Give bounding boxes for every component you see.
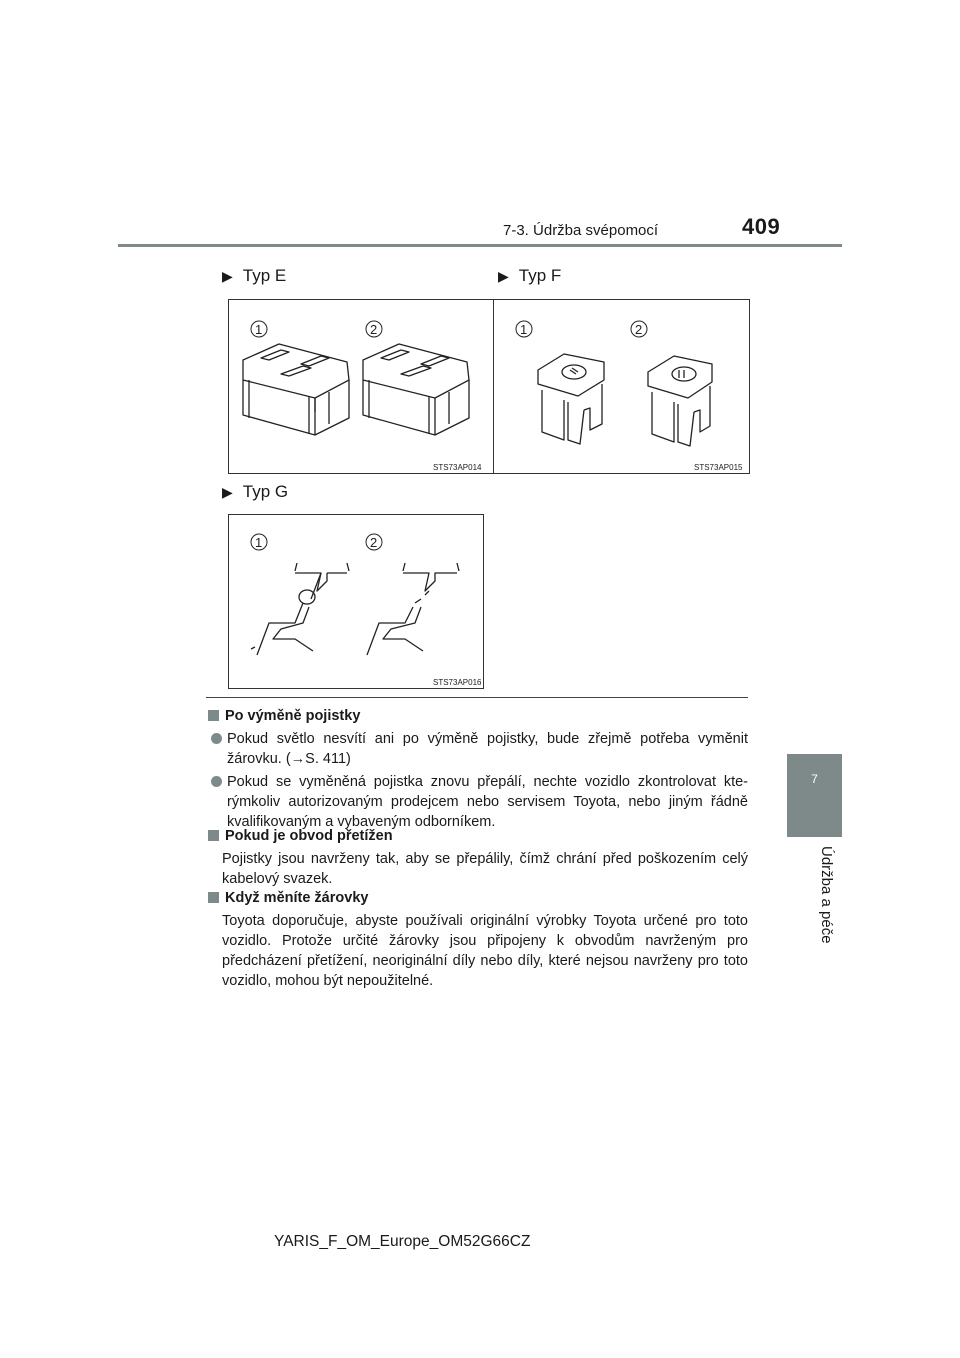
content-divider	[206, 697, 748, 698]
section-heading: Po výměně pojistky	[225, 708, 361, 724]
square-icon	[208, 710, 219, 721]
header-rule	[118, 244, 842, 247]
svg-text:STS73AP014: STS73AP014	[433, 463, 482, 472]
figure-type-g	[228, 514, 484, 689]
figure-label-type-f: ▶ Typ F	[498, 266, 562, 285]
svg-text:1: 1	[520, 322, 528, 337]
section-paragraph: Pojistky jsou navrženy tak, aby se přepálily, čímž chrání před poškozením celý kabelový svazek.	[222, 851, 748, 887]
square-icon	[208, 892, 219, 903]
figure-type-e	[228, 299, 494, 474]
svg-text:1: 1	[255, 535, 263, 550]
section-circuit-overload	[208, 826, 748, 889]
page-number: 409	[742, 214, 781, 239]
section-heading: Pokud je obvod přetížen	[225, 828, 393, 844]
svg-text:2: 2	[370, 535, 378, 550]
svg-text:STS73AP016: STS73AP016	[433, 678, 482, 687]
bullet-text: Pokud světlo nesvítí ani po výměně pojistky, bude zřejmě potřeba vyměnit žárovku. (→S. 411)	[227, 731, 748, 767]
section-paragraph: Toyota doporučuje, abyste používali originální výrobky Toyota určené pro toto vozidlo. Protože určité žárovky jsou připojeny k obvodům navrženým pro předcházení přetížení, neoriginální díly nebo díly, které nejsou navrženy pro toto vozidlo, mohou být nepoužitelné.	[222, 913, 748, 989]
svg-text:1: 1	[255, 322, 263, 337]
triangle-right-icon: ▶	[498, 268, 509, 284]
fuse-type-g-illustration	[229, 515, 485, 690]
section-heading: Když měníte žárovky	[225, 890, 369, 906]
square-icon	[208, 830, 219, 841]
circle-icon	[211, 776, 222, 787]
figure-type-f	[493, 299, 750, 474]
section-after-fuse-replacement	[208, 706, 748, 832]
fuse-type-e-illustration	[229, 300, 495, 475]
section-replacing-bulbs	[208, 888, 748, 991]
section-title: 7-3. Údržba svépomocí	[503, 222, 659, 239]
fuse-type-f-illustration	[494, 300, 751, 475]
chapter-title: Údržba a péče	[817, 846, 835, 944]
document-code: YARIS_F_OM_Europe_OM52G66CZ	[274, 1233, 531, 1250]
figure-label-type-e: ▶ Typ E	[222, 266, 287, 285]
figure-label-type-g: ▶ Typ G	[222, 482, 289, 501]
svg-text:2: 2	[370, 322, 378, 337]
chapter-number: 7	[811, 772, 818, 786]
svg-text:STS73AP015: STS73AP015	[694, 463, 743, 472]
triangle-right-icon: ▶	[222, 484, 233, 500]
svg-text:2: 2	[635, 322, 643, 337]
chapter-title-vertical	[787, 846, 842, 986]
triangle-right-icon: ▶	[222, 268, 233, 284]
chapter-tab	[787, 754, 842, 837]
bullet-text: Pokud se vyměněná pojistka znovu přepálí, nechte vozidlo zkontrolovat kte-rýmkoliv autorizovaným prodejcem nebo servisem Toyota, nebo jiným řádně kvalifikovaným a vybaveným odborníkem.	[227, 774, 748, 830]
circle-icon	[211, 733, 222, 744]
